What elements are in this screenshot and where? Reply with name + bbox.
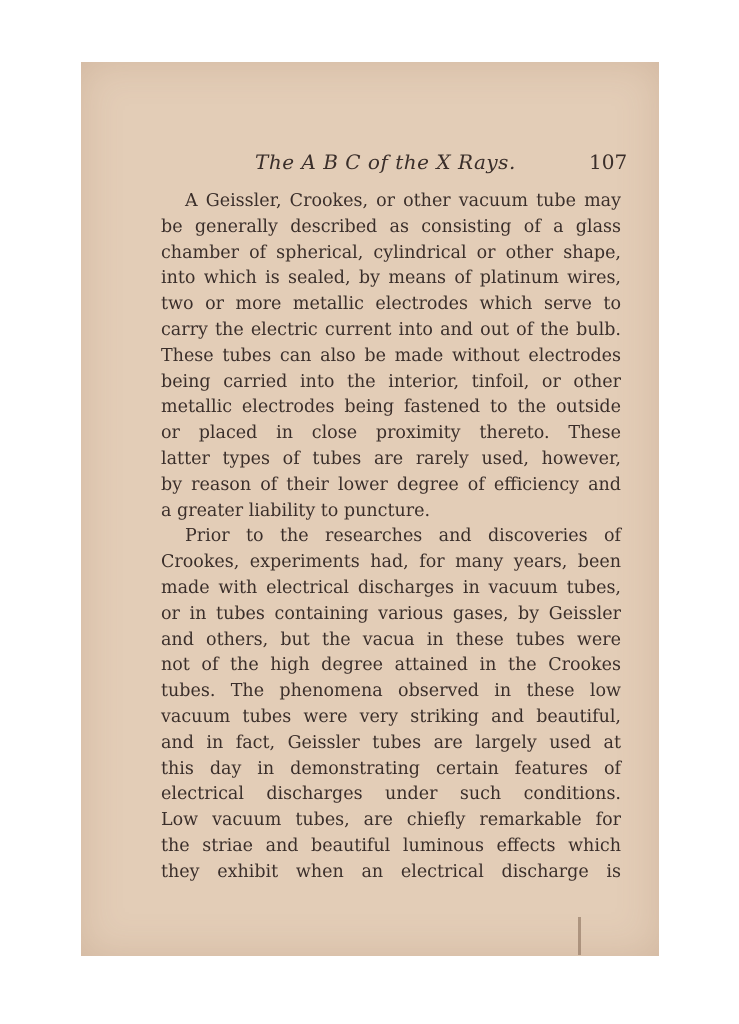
body-text xyxy=(161,189,621,886)
text-line: not of the high degree attained in the Crookes xyxy=(161,655,621,676)
text-line: These tubes can also be made without electrodes xyxy=(161,345,621,366)
binding-shadow xyxy=(578,917,581,955)
book-page xyxy=(81,62,659,956)
text-line: by reason of their lower degree of efficiency and xyxy=(161,474,621,495)
text-line: a greater liability to puncture. xyxy=(161,500,431,521)
text-line: carry the electric current into and out of the bulb. xyxy=(161,319,621,340)
text-line: Prior to the researches and discoveries of xyxy=(185,526,621,547)
text-line: A Geissler, Crookes, or other vacuum tube may xyxy=(185,191,621,211)
text-line: Crookes, experiments had, for many years, been xyxy=(161,552,621,573)
text-line: the striae and beautiful luminous effects which xyxy=(161,835,621,856)
text-line: being carried into the interior, tinfoil, or other xyxy=(161,371,621,392)
text-line: chamber of spherical, cylindrical or other shape, xyxy=(161,242,621,263)
text-line: vacuum tubes were very striking and beautiful, xyxy=(161,706,621,727)
text-line: into which is sealed, by means of platinum wires, xyxy=(161,268,621,289)
text-line: and others, but the vacua in these tubes were xyxy=(161,629,621,650)
text-line: or in tubes containing various gases, by Geissler xyxy=(161,603,621,624)
page-number: 107 xyxy=(589,150,628,174)
running-title: The A B C of the X Rays. xyxy=(255,150,516,174)
text-line: tubes. The phenomena observed in these low xyxy=(161,681,621,702)
text-line: this day in demonstrating certain features of xyxy=(161,758,621,779)
text-line: and in fact, Geissler tubes are largely used at xyxy=(161,732,621,753)
text-line: or placed in close proximity thereto. These xyxy=(161,423,621,444)
text-line: electrical discharges under such conditions. xyxy=(161,784,621,805)
text-line: latter types of tubes are rarely used, however, xyxy=(161,448,621,469)
text-line: they exhibit when an electrical discharge is xyxy=(161,861,621,882)
text-line: Low vacuum tubes, are chiefly remarkable for xyxy=(161,810,621,831)
text-line: two or more metallic electrodes which serve to xyxy=(161,294,621,315)
page-header xyxy=(81,150,659,180)
text-line: metallic electrodes being fastened to the outside xyxy=(161,397,621,418)
text-line: be generally described as consisting of a glass xyxy=(161,216,621,237)
text-line: made with electrical discharges in vacuum tubes, xyxy=(161,577,621,598)
